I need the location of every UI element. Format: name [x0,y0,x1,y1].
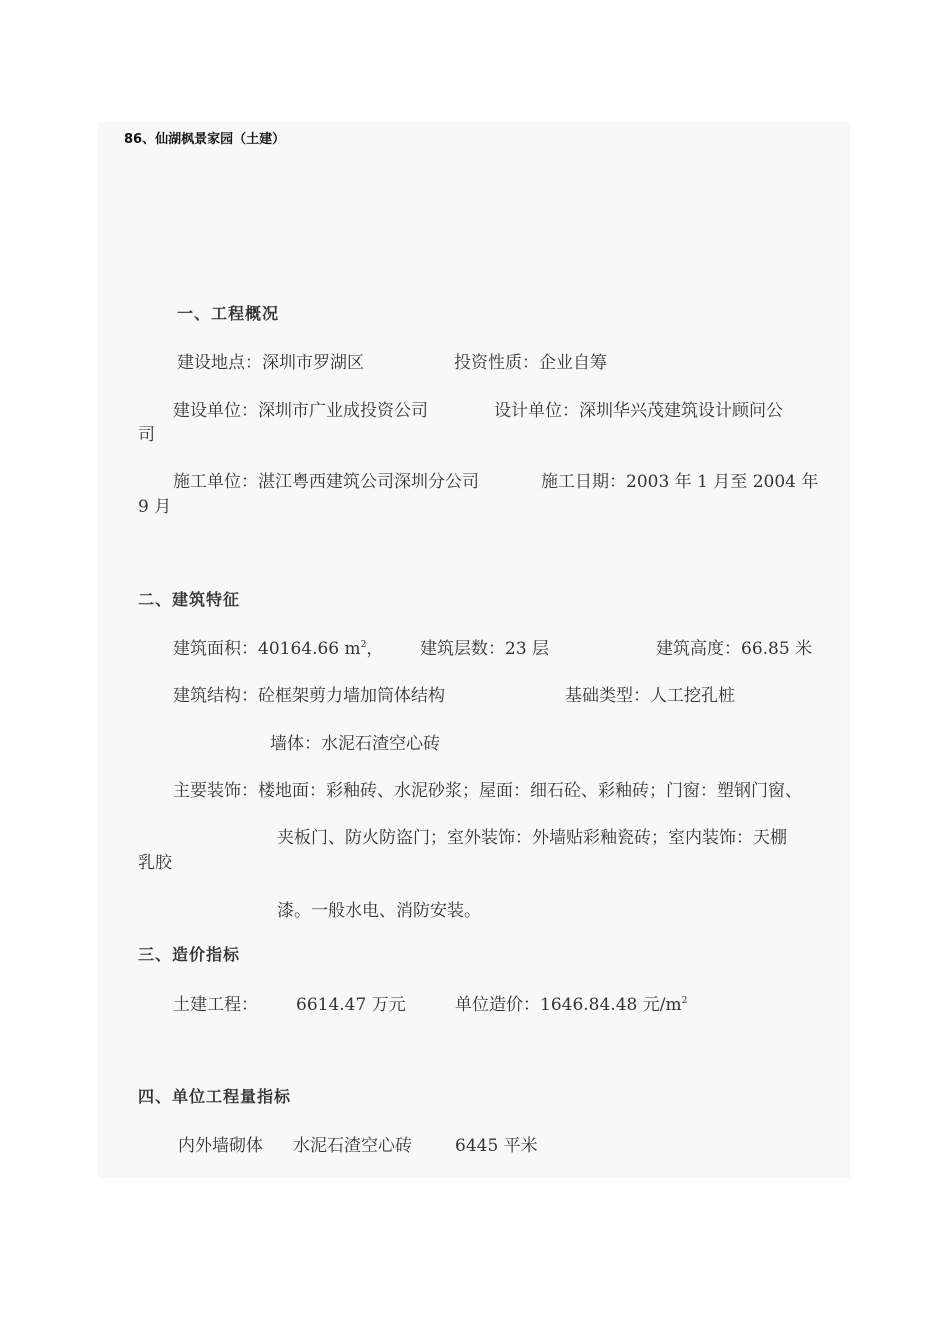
area-superscript: 2 [360,640,367,650]
area-comma: ， [366,639,384,659]
quantity-material: 水泥石渣空心砖 [293,1136,412,1156]
decoration-line-4: 漆。一般水电、消防安装。 [277,901,481,921]
building-structure: 建筑结构：砼框架剪力墙加筒体结构 [173,686,445,706]
building-height: 建筑高度：66.85 米 [656,639,813,659]
section-3-heading: 三、造价指标 [138,945,241,964]
decoration-line-3: 乳胶 [138,853,172,873]
investment-nature: 投资性质：企业自筹 [454,353,607,373]
civil-works-value: 6614.47 万元 [296,995,406,1015]
builder-unit: 建设单位：深圳市广业成投资公司 [173,401,428,421]
civil-works-label: 土建工程： [173,995,258,1015]
unit-cost-value: 单位造价：1646.84.48 元/m [455,995,682,1015]
designer-unit: 设计单位：深圳华兴茂建筑设计顾问公 [494,401,783,421]
unit-superscript: 2 [681,996,688,1006]
section-4-heading: 四、单位工程量指标 [138,1087,292,1106]
decoration-line-2: 夹板门、防火防盗门；室外装饰：外墙贴彩釉瓷砖；室内装饰：天棚 [277,828,787,848]
contractor-unit: 施工单位：湛江粤西建筑公司深圳分公司 [173,472,479,492]
wall-material: 墙体：水泥石渣空心砖 [270,734,440,754]
designer-unit-wrap: 司 [138,425,155,445]
building-area [173,634,383,659]
quantity-item: 内外墙砌体 [178,1136,263,1156]
foundation-type: 基础类型：人工挖孔桩 [565,686,735,706]
building-floors: 建筑层数：23 层 [420,639,550,659]
document-title: 86、仙湖枫景家园（土建） [124,132,286,147]
section-2-heading: 二、建筑特征 [138,590,241,609]
section-1-heading: 一、工程概况 [177,304,280,323]
construction-location: 建设地点：深圳市罗湖区 [177,353,364,373]
quantity-amount: 6445 平米 [455,1136,538,1156]
construction-date: 施工日期：2003 年 1 月至 2004 年 [541,472,819,492]
unit-cost [455,990,687,1015]
building-area-value: 建筑面积：40164.66 m [173,639,361,659]
decoration-line-1: 主要装饰：楼地面：彩釉砖、水泥砂浆；屋面：细石砼、彩釉砖；门窗：塑钢门窗、 [173,781,802,801]
construction-date-wrap: 9 月 [138,497,172,517]
